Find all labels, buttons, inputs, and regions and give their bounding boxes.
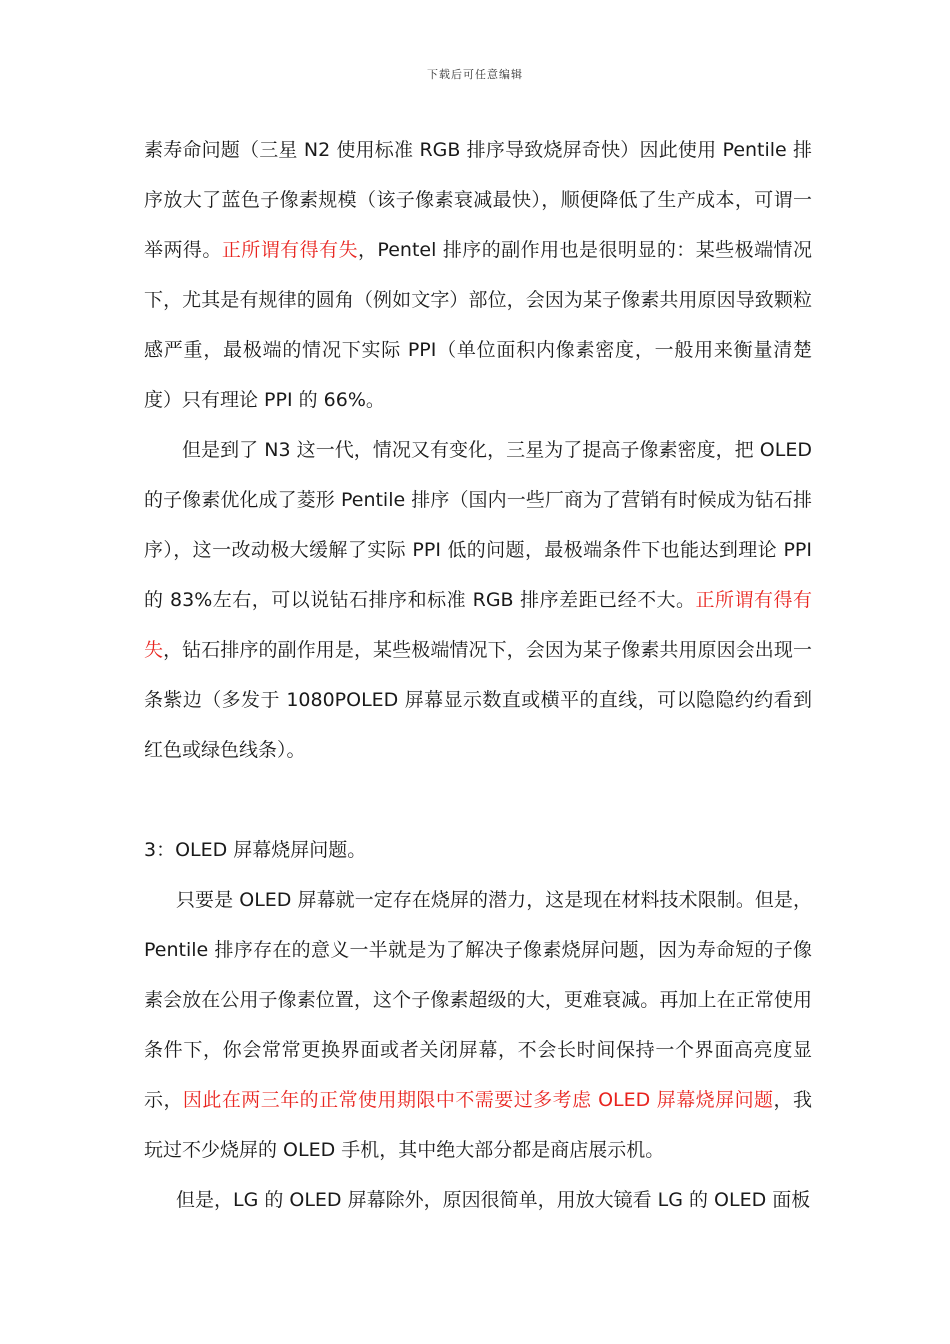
paragraph-diamond-pentile — [144, 425, 812, 775]
text-segment: 但是到了 N3 这一代，情况又有变化，三星为了提高子像素密度，把 OLED 的子像素优化成了菱形 Pentile 排序（国内一些厂商为了营销有时候成为钻石排序），这一改动极大缓解了实际 PPI 低的问题，最极端条件下也能达到理论 PPI 的 83%左右，可以说钻石排序和标准 RGB 排序差距已经不大。 — [144, 439, 812, 611]
text-segment: 3：OLED 屏幕烧屏问题。 — [144, 839, 367, 861]
paragraph-burn-in — [144, 875, 812, 1175]
text-segment: ，钻石排序的副作用是，某些极端情况下，会因为某子像素共用原因会出现一条紫边（多发于 1080POLED 屏幕显示数直或横平的直线，可以隐隐约约看到红色或绿色线条）。 — [144, 639, 812, 761]
text-segment: ，Pentel 排序的副作用也是很明显的：某些极端情况下，尤其是有规律的圆角（例如文字）部位，会因为某子像素共用原因导致颗粒感严重，最极端的情况下实际 PPI（单位面积内像素密度，一般用来衡量清楚度）只有理论 PPI 的 66%。 — [144, 239, 812, 411]
highlight-text: 正所谓有得有失 — [221, 239, 358, 261]
paragraph-lg-exception — [144, 1175, 812, 1225]
text-segment: 但是，LG 的 OLED 屏幕除外，原因很简单，用放大镜看 LG 的 OLED 面板 — [176, 1189, 811, 1211]
text-segment: 只要是 OLED 屏幕就一定存在烧屏的潜力，这是现在材料技术限制。但是，Pentile 排序存在的意义一半就是为了解决子像素烧屏问题，因为寿命短的子像素会放在公用子像素位置，这个子像素超级的大，更难衰减。再加上在正常使用条件下，你会常常更换界面或者关闭屏幕，不会长时间保持一个界面高亮度显示， — [144, 889, 812, 1111]
highlight-text: 因此在两三年的正常使用期限中不需要过多考虑 OLED 屏幕烧屏问题 — [182, 1089, 774, 1111]
page-header: 下载后可任意编辑 — [427, 68, 523, 81]
document-body — [144, 125, 812, 1225]
text-segment: ，我玩过不少烧屏的 OLED 手机，其中绝大部分都是商店展示机。 — [144, 1089, 812, 1161]
spacer — [144, 775, 812, 825]
paragraph-pentile-tradeoff — [144, 125, 812, 425]
section-heading — [144, 825, 812, 875]
text-segment: 素寿命问题（三星 N2 使用标准 RGB 排序导致烧屏奇快）因此使用 Pentile 排序放大了蓝色子像素规模（该子像素衰减最快），顺便降低了生产成本，可谓一举两得。 — [144, 139, 812, 261]
highlight-text: 正所谓有得有失 — [144, 589, 812, 661]
